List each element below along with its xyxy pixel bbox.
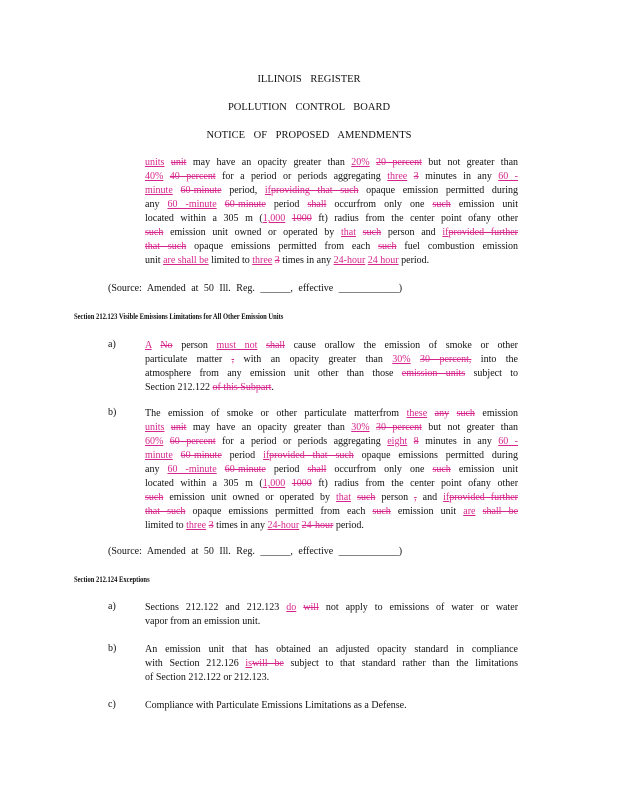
deleted-text: shall be [482,506,519,517]
notice-title: NOTICE OF PROPOSED AMENDMENTS [206,130,412,141]
deleted-text: 60-minute [224,464,266,475]
inserted-text: three [186,520,207,531]
deleted-text: 40 percent [169,171,216,182]
subsection-212-123-b [145,407,518,533]
text-line: that such opaque emissions permitted from each such emission unit are shall be [145,506,519,517]
deleted-text: unit [170,422,187,433]
deleted-text: 24-hour [301,520,334,531]
deleted-text: provided that such [269,450,354,461]
inserted-text: 60 -minute [167,199,217,210]
deleted-text: 20 percent [376,157,422,168]
deleted-text: 60 percent [169,436,216,447]
deleted-text: of this Subpart [212,382,272,393]
text-line: vapor from an emission unit. [145,616,261,627]
text-line: located within a 305 m (1,000 1000 ft) radius from the center point ofany other [145,478,519,489]
inserted-text: units [145,157,165,168]
deleted-text: emission units [401,368,466,379]
inserted-text: these [406,408,428,419]
deleted-text: 8 [413,436,419,447]
deleted-text: will [303,602,319,613]
deleted-text: such [372,506,391,517]
subsection-212-124-a [145,601,518,629]
inserted-text: three [252,255,273,266]
text-line: such emission unit owned or operated by that such person and ifprovided further [145,227,519,238]
text-line: Sections 212.122 and 212.123 do will not apply to emissions of water or water [145,602,519,613]
inserted-text: 24-hour [267,520,300,531]
inserted-text: if [263,450,270,461]
text-line: minute 60-minute period, ifproviding that such opaque emission permitted during [145,185,518,196]
inserted-text: 24 hour [367,255,399,266]
subsection-label-c: c) [108,699,116,710]
inserted-text: three [387,171,408,182]
deleted-text: such [145,492,164,503]
deleted-text: No [160,340,173,351]
deleted-text: , [414,492,417,503]
deleted-text: shall [307,199,327,210]
subsection-212-124-c [145,699,518,713]
text-line: Section 212.122 of this Subpart. [145,382,274,393]
text-line: unit are shall be limited to three 3 times in any 24-hour 24 hour period. [145,255,430,266]
inserted-text: that [341,227,357,238]
text-line: 40% 40 percent for a period or periods aggregating three 3 minutes in any 60 - [145,171,519,182]
text-line: any 60 -minute 60-minute period shall occurfrom only one such emission unit [145,199,518,210]
inserted-text: eight [387,436,408,447]
source-note: (Source: Amended at 50 Ill. Reg. ______, effective ____________) [108,546,403,557]
deleted-text: 3 [208,520,214,531]
text-line: of Section 212.122 or 212.123. [145,672,270,683]
inserted-text: if [264,185,272,196]
inserted-text: 30% [392,354,411,365]
inserted-text: units [145,422,165,433]
deleted-text: that such [145,241,187,252]
deleted-text: 30 percent [376,422,422,433]
text-line: An emission unit that has obtained an adjusted opacity standard in compliance [145,644,518,655]
deleted-text: 1000 [291,478,312,489]
inserted-text: if [443,492,450,503]
text-line: particulate matter , with an opacity greater than 30% 30 percent, into the [145,354,518,365]
inserted-text: 24-hour [333,255,366,266]
deleted-text: 1000 [291,213,312,224]
paragraph-212-122-continued [145,156,518,268]
inserted-text: A [145,340,152,351]
inserted-text: 60 -minute [167,464,217,475]
inserted-text: that [336,492,352,503]
text-line: with Section 212.126 iswill be subject to that standard rather than the limitations [145,658,518,669]
text-line: 60% 60 percent for a period or periods aggregating eight 8 minutes in any 60 - [145,436,519,447]
subsection-212-123-a [145,339,518,395]
deleted-text: 60-minute [224,199,266,210]
text-line: minute 60-minute period ifprovided that such opaque emissions permitted during [145,450,519,461]
text-line: limited to three 3 times in any 24-hour 24-hour period. [145,520,364,531]
deleted-text: will be [252,658,284,669]
deleted-text: such [362,227,382,238]
subsection-label-b: b) [108,643,117,654]
inserted-text: 60% [145,436,164,447]
inserted-text: 20% [351,157,370,168]
inserted-text: if [442,227,449,238]
source-note: (Source: Amended at 50 Ill. Reg. ______, effective ____________) [108,283,403,294]
inserted-text: minute [145,185,173,196]
inserted-text: are shall be [163,255,209,266]
inserted-text: 30% [351,422,370,433]
deleted-text: shall [266,340,285,351]
inserted-text: is [245,658,253,669]
deleted-text: provided further [449,492,518,503]
text-line: Compliance with Particulate Emissions Limitations as a Defense. [145,700,407,711]
subsection-label-a: a) [108,601,116,612]
deleted-text: provided further [448,227,519,238]
text-line: located within a 305 m (1,000 1000 ft) radius from the center point ofany other [145,213,519,224]
section-heading-212-123: Section 212.123 Visible Emissions Limitations for All Other Emission Units [74,312,284,321]
board-title: POLLUTION CONTROL BOARD [227,102,391,113]
inserted-text: 60 - [498,171,519,182]
text-line: such emission unit owned or operated by that such person , and ifprovided further [145,492,518,503]
deleted-text: that such [145,506,186,517]
register-title: ILLINOIS REGISTER [257,74,361,85]
text-line: units unit may have an opacity greater than 30% 30 percent but not greater than [145,422,519,433]
deleted-text: 60-minute [180,185,222,196]
subsection-212-124-b [145,643,518,685]
inserted-text: are [463,506,476,517]
text-line: The emission of smoke or other particulate matterfrom these any such emission [145,408,518,419]
text-line: any 60 -minute 60-minute period shall occurfrom only one such emission unit [145,464,518,475]
deleted-text: , [231,354,235,365]
deleted-text: such [432,199,451,210]
deleted-text: 3 [413,171,419,182]
text-line: atmosphere from any emission unit other than those emission units subject to [145,368,518,379]
deleted-text: such [357,492,376,503]
text-line: A No person must not shall cause orallow the emission of smoke or other [145,340,519,351]
inserted-text: 60 - [498,436,519,447]
deleted-text: such [456,408,475,419]
inserted-text: 1,000 [262,213,286,224]
inserted-text: 1,000 [262,478,286,489]
inserted-text: must not [216,340,258,351]
deleted-text: any [434,408,450,419]
deleted-text: unit [170,157,187,168]
deleted-text: 3 [274,255,280,266]
deleted-text: such [145,227,164,238]
text-line: units unit may have an opacity greater than 20% 20 percent but not greater than [145,157,519,168]
deleted-text: such [378,241,397,252]
deleted-text: 60-minute [180,450,222,461]
deleted-text: providing that such [271,185,359,196]
subsection-label-b: b) [108,407,117,418]
text-line: that such opaque emissions permitted from each such fuel combustion emission [145,241,518,252]
inserted-text: minute [145,450,173,461]
subsection-label-a: a) [108,339,116,350]
deleted-text: such [432,464,451,475]
section-heading-212-124: Section 212.124 Exceptions [74,575,150,584]
inserted-text: 40% [145,171,164,182]
deleted-text: shall [307,464,327,475]
inserted-text: do [286,602,297,613]
deleted-text: 30 percent, [420,354,472,365]
